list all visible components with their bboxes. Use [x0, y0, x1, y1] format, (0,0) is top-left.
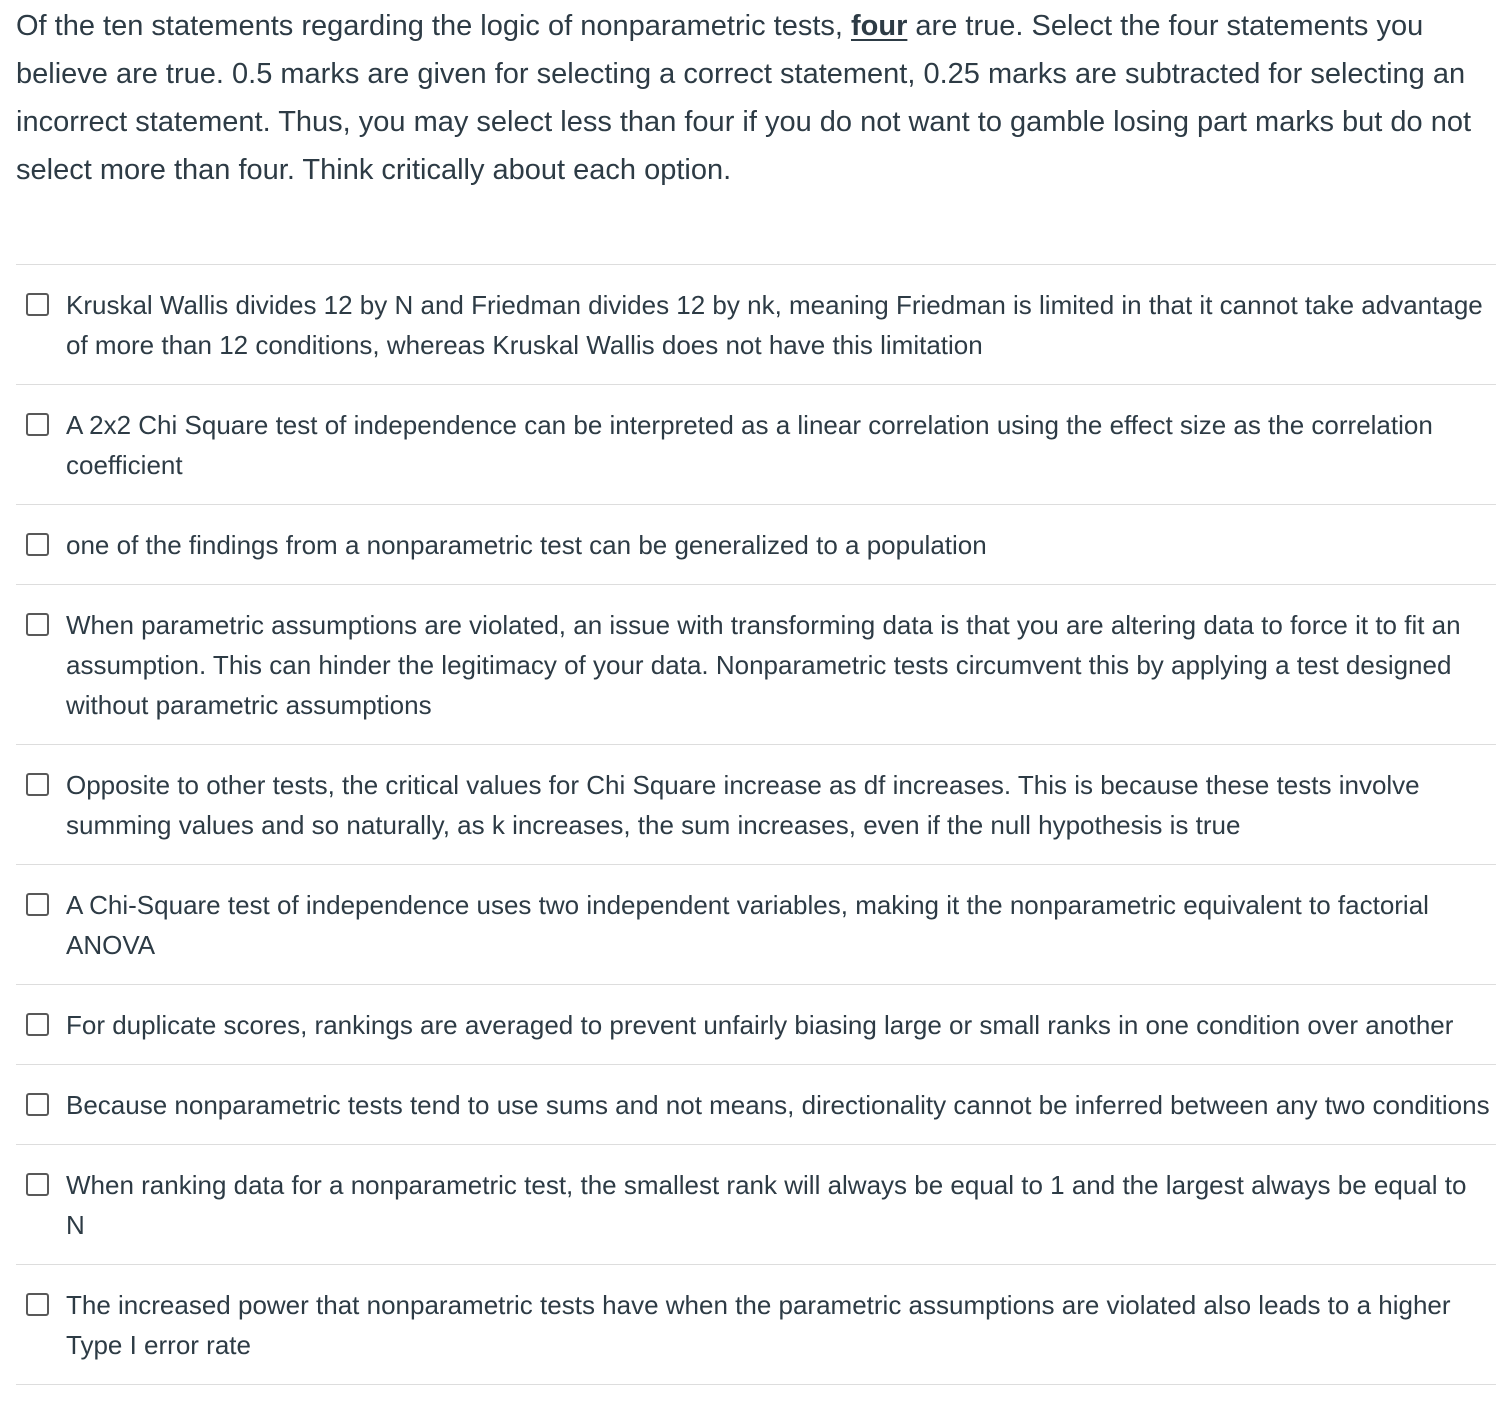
answer-list: [16, 264, 1496, 1385]
answer-label[interactable]: Opposite to other tests, the critical values for Chi Square increase as df increases. This is because these tests involve summing values and so naturally, as k increases, the sum increases, even if the null hypothesis is true: [66, 770, 1420, 840]
answer-option-1[interactable]: [16, 265, 1496, 385]
answer-label[interactable]: A 2x2 Chi Square test of independence can be interpreted as a linear correlation using the effect size as the correlation coefficient: [66, 410, 1433, 480]
answer-label[interactable]: Because nonparametric tests tend to use sums and not means, directionality cannot be inferred between any two conditions: [66, 1090, 1490, 1120]
answer-option-2[interactable]: [16, 385, 1496, 505]
answer-label[interactable]: When ranking data for a nonparametric test, the smallest rank will always be equal to 1 and the largest always be equal to N: [66, 1170, 1467, 1240]
answer-label[interactable]: one of the findings from a nonparametric test can be generalized to a population: [66, 530, 987, 560]
answer-option-4[interactable]: [16, 585, 1496, 745]
answer-option-5[interactable]: [16, 745, 1496, 865]
answer-option-7[interactable]: [16, 985, 1496, 1065]
answer-label[interactable]: Kruskal Wallis divides 12 by N and Friedman divides 12 by nk, meaning Friedman is limited in that it cannot take advantage of more than 12 conditions, whereas Kruskal Wallis does not have this limitation: [66, 290, 1483, 360]
answer-checkbox[interactable]: [26, 1093, 49, 1116]
answer-checkbox[interactable]: [26, 293, 49, 316]
question-prompt: [16, 2, 1492, 194]
answer-label[interactable]: A Chi-Square test of independence uses two independent variables, making it the nonparametric equivalent to factorial ANOVA: [66, 890, 1429, 960]
answer-option-9[interactable]: [16, 1145, 1496, 1265]
answer-option-6[interactable]: [16, 865, 1496, 985]
answer-option-3[interactable]: [16, 505, 1496, 585]
answer-checkbox[interactable]: [26, 1013, 49, 1036]
answer-label[interactable]: For duplicate scores, rankings are averaged to prevent unfairly biasing large or small ranks in one condition over another: [66, 1010, 1454, 1040]
answer-checkbox[interactable]: [26, 773, 49, 796]
prompt-text-before: Of the ten statements regarding the logic of nonparametric tests,: [16, 10, 851, 42]
answer-label[interactable]: When parametric assumptions are violated, an issue with transforming data is that you are altering data to force it to fit an assumption. This can hinder the legitimacy of your data. Nonparametric tests circumvent this by applying a test designed without parametric assumptions: [66, 610, 1461, 720]
answer-checkbox[interactable]: [26, 413, 49, 436]
answer-checkbox[interactable]: [26, 893, 49, 916]
prompt-text-after: are true. Select the four statements you believe are true. 0.5 marks are given for selecting a correct statement, 0.25 marks are subtracted for selecting an incorrect statement. Thus, you may select less than four if you do not want to gamble losing part marks but do not select more than four. Think critically about each option.: [16, 10, 1472, 186]
answer-option-8[interactable]: [16, 1065, 1496, 1145]
answer-option-10[interactable]: [16, 1265, 1496, 1385]
prompt-emphasis: four: [851, 10, 908, 42]
answer-checkbox[interactable]: [26, 1173, 49, 1196]
answer-checkbox[interactable]: [26, 1293, 49, 1316]
answer-label[interactable]: The increased power that nonparametric tests have when the parametric assumptions are violated also leads to a higher Type I error rate: [66, 1290, 1451, 1360]
answer-checkbox[interactable]: [26, 533, 49, 556]
answer-checkbox[interactable]: [26, 613, 49, 636]
